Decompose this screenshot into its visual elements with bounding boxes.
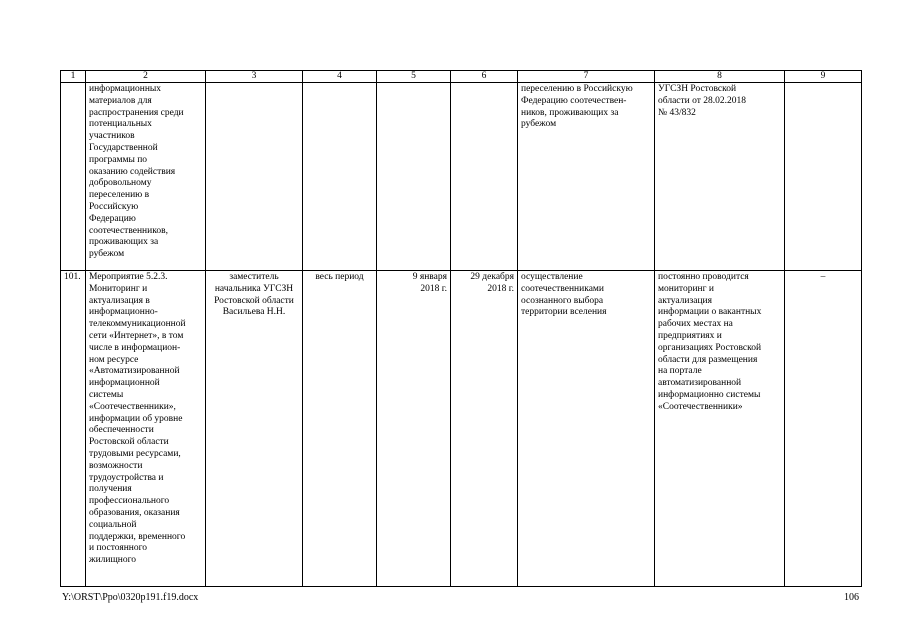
table-row <box>61 271 862 587</box>
column-number: 6 <box>451 71 518 83</box>
plan-table <box>60 70 862 587</box>
page-number: 106 <box>844 592 859 603</box>
end-date-cell <box>451 83 518 271</box>
column-number: 8 <box>655 71 785 83</box>
column-number: 1 <box>61 71 86 83</box>
note-cell: – <box>785 271 862 587</box>
note-cell <box>785 83 862 271</box>
responsible-cell <box>206 83 303 271</box>
column-number: 9 <box>785 71 862 83</box>
column-number-row <box>61 71 862 83</box>
start-date-cell: 9 января 2018 г. <box>377 271 451 587</box>
column-number: 3 <box>206 71 303 83</box>
file-path: Y:\ORST\Ppo\0320p191.f19.docx <box>62 592 199 603</box>
start-date-cell <box>377 83 451 271</box>
period-cell <box>303 83 377 271</box>
column-number: 5 <box>377 71 451 83</box>
end-date-cell: 29 декабря 2018 г. <box>451 271 518 587</box>
row-number-cell <box>61 83 86 271</box>
actual-result-cell: УГСЗН Ростовской области от 28.02.2018 № 43/832 <box>655 83 785 271</box>
activity-cell: информационных материалов для распространения среди потенциальных участников Государственной программы по оказанию содействия добровольному переселению в Российскую Федерацию соотечественников, проживающих за рубежом <box>86 83 206 271</box>
actual-result-cell: постоянно проводится мониторинг и актуализация информации о вакантных рабочих местах на предприятиях и организациях Ростовской области для размещения на портале автоматизированной информационно системы «Соотечественники» <box>655 271 785 587</box>
expected-result-cell: осуществление соотечественниками осознанного выбора территории вселения <box>518 271 655 587</box>
column-number: 4 <box>303 71 377 83</box>
column-number: 2 <box>86 71 206 83</box>
period-cell: весь период <box>303 271 377 587</box>
table-row <box>61 83 862 271</box>
row-number-cell: 101. <box>61 271 86 587</box>
responsible-cell: заместитель начальника УГСЗН Ростовской области Васильева Н.Н. <box>206 271 303 587</box>
expected-result-cell: переселению в Российскую Федерацию соотечествен- ников, проживающих за рубежом <box>518 83 655 271</box>
column-number: 7 <box>518 71 655 83</box>
activity-cell: Мероприятие 5.2.3. Мониторинг и актуализация в информационно- телекоммуникационной сети «Интернет», в том числе в информацион- ном ресурсе «Автоматизированной информационной системы «Соотечественники», информации об уровне обеспеченности Ростовской области трудовыми ресурсами, возможности трудоустройства и получения профессионального образования, оказания социальной поддержки, временного и постоянного жилищного <box>86 271 206 587</box>
